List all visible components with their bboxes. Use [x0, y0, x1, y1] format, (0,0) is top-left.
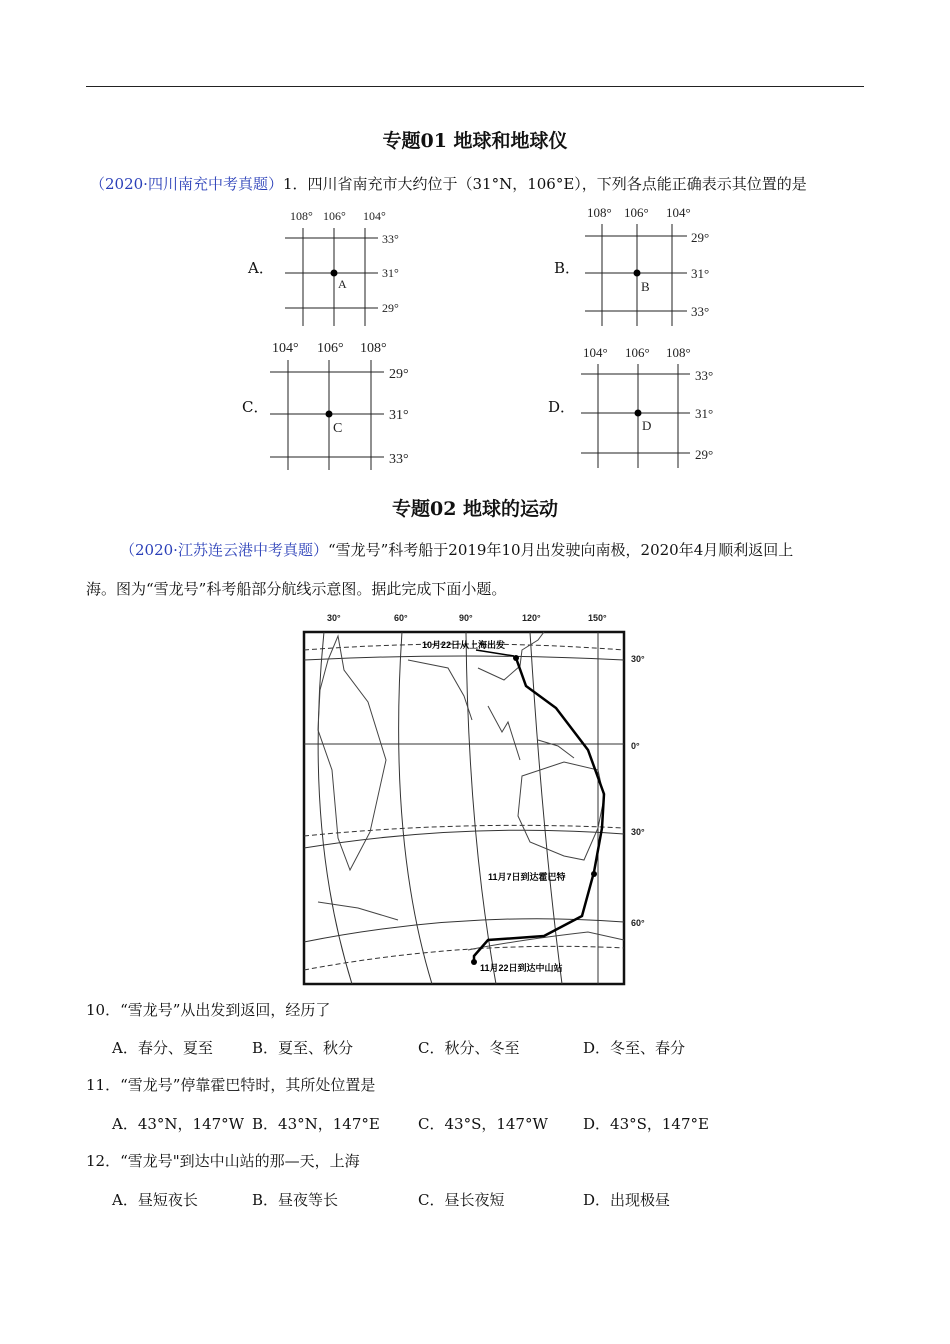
lat-label: 29° — [389, 367, 409, 382]
q10-option-b[interactable]: B．夏至、秋分 — [252, 1039, 354, 1057]
q11-option-d[interactable]: D．43°S，147°E — [583, 1115, 709, 1133]
lon-label: 106° — [317, 341, 344, 356]
passage-line-1 — [120, 540, 793, 560]
point-label: A — [338, 277, 347, 291]
point-label: C — [333, 421, 343, 436]
lon-label: 108° — [290, 209, 313, 223]
lon-label: 30° — [327, 613, 341, 623]
option-c-label: C． — [242, 398, 269, 416]
location-dot — [331, 270, 338, 277]
lat-label: 31° — [691, 266, 710, 281]
lon-label: 106° — [625, 345, 650, 360]
lat-label: 31° — [695, 406, 714, 421]
islands-coast — [538, 740, 574, 758]
hobart-dot — [591, 871, 597, 877]
lon-label: 106° — [624, 205, 649, 220]
point-label: D — [642, 418, 652, 433]
lat-label: 60° — [631, 918, 645, 928]
lon-label: 104° — [272, 341, 299, 356]
zhongshan-label: 11月22日到达中山站 — [480, 963, 563, 973]
q10-option-a[interactable]: A．春分、夏至 — [112, 1039, 213, 1057]
option-b-grid — [575, 200, 725, 328]
q12-option-d[interactable]: D．出现极昼 — [583, 1191, 671, 1209]
lat-label: 29° — [691, 230, 710, 245]
australia-coast — [518, 762, 604, 860]
location-dot — [326, 411, 333, 418]
section-1-title: 专题01 地球和地球仪 — [382, 130, 568, 152]
option-b-label: B． — [554, 259, 581, 277]
asia-coast — [408, 660, 472, 720]
lat-label: 30° — [631, 654, 645, 664]
location-dot — [634, 270, 641, 277]
header-rule — [86, 86, 864, 87]
lon-label: 104° — [363, 209, 386, 223]
latitude-line — [304, 919, 624, 942]
location-dot — [635, 410, 642, 417]
lon-label: 108° — [587, 205, 612, 220]
option-d-grid — [575, 342, 725, 470]
lat-label: 30° — [631, 827, 645, 837]
lon-label: 90° — [459, 613, 473, 623]
lat-label: 29° — [382, 301, 399, 315]
question-1 — [90, 174, 807, 194]
asia-coast — [488, 706, 520, 760]
land-line — [318, 902, 398, 920]
passage-text-1: “雪龙号”科考船于2019年10月出发驶向南极，2020年4月顺利返回上 — [327, 541, 794, 559]
map-frame — [304, 632, 624, 984]
lat-label: 31° — [382, 266, 399, 280]
tropic-line — [304, 825, 624, 836]
option-d-label: D． — [548, 398, 576, 416]
question-12: 12．“雪龙号"到达中山站的那—天，上海 — [86, 1152, 360, 1170]
meridian-line — [530, 632, 562, 984]
lat-label: 33° — [389, 452, 409, 467]
hobart-label: 11月7日到达霍巴特 — [488, 872, 566, 882]
depart-label: 10月22日从上海出发 — [422, 640, 506, 650]
q12-option-a[interactable]: A．昼短夜长 — [112, 1191, 198, 1209]
q10-option-c[interactable]: C．秋分、冬至 — [418, 1039, 520, 1057]
lon-label: 104° — [583, 345, 608, 360]
q12-option-c[interactable]: C．昼长夜短 — [418, 1191, 505, 1209]
meridian-line — [466, 632, 496, 984]
question-10: 10．“雪龙号”从出发到返回，经历了 — [86, 1001, 331, 1019]
lon-label: 108° — [360, 341, 387, 356]
lat-label: 0° — [631, 741, 640, 751]
route-map — [298, 610, 654, 988]
lat-label: 33° — [691, 304, 710, 319]
point-label: B — [641, 279, 650, 294]
q11-option-a[interactable]: A．43°N，147°W — [112, 1115, 245, 1133]
option-c-grid — [266, 336, 426, 472]
polar-circle-line — [304, 946, 624, 970]
zhongshan-dot — [471, 959, 477, 965]
passage-line-2: 海。图为“雪龙号”科考船部分航线示意图。据此完成下面小题。 — [86, 580, 507, 598]
lon-label: 104° — [666, 205, 691, 220]
lon-label: 108° — [666, 345, 691, 360]
q12-option-b[interactable]: B．昼夜等长 — [252, 1191, 339, 1209]
lon-label: 106° — [323, 209, 346, 223]
lon-label: 60° — [394, 613, 408, 623]
question-1-source: （2020·四川南充中考真题） — [90, 175, 283, 193]
lon-label: 120° — [522, 613, 541, 623]
meridian-line — [399, 632, 432, 984]
lon-label: 150° — [588, 613, 607, 623]
ship-route — [474, 658, 604, 962]
option-a-grid — [270, 204, 420, 326]
lat-label: 31° — [389, 408, 409, 423]
label-leader — [476, 650, 514, 656]
question-1-stem: 1．四川省南充市大约位于（31°N，106°E），下列各点能正确表示其位置的是 — [282, 175, 807, 193]
question-11: 11．“雪龙号”停靠霍巴特时，其所处位置是 — [86, 1076, 376, 1094]
lat-label: 33° — [382, 232, 399, 246]
option-a-label: A． — [248, 259, 274, 277]
q11-option-c[interactable]: C．43°S，147°W — [418, 1115, 548, 1133]
africa-coast — [318, 636, 386, 870]
section-2-title: 专题02 地球的运动 — [391, 498, 559, 520]
q11-option-b[interactable]: B．43°N，147°E — [252, 1115, 380, 1133]
latitude-line — [304, 830, 624, 848]
lat-label: 33° — [695, 368, 714, 383]
passage-source: （2020·江苏连云港中考真题） — [120, 541, 328, 559]
q10-option-d[interactable]: D．冬至、春分 — [583, 1039, 686, 1057]
latitude-line — [304, 656, 624, 660]
lat-label: 29° — [695, 447, 714, 462]
